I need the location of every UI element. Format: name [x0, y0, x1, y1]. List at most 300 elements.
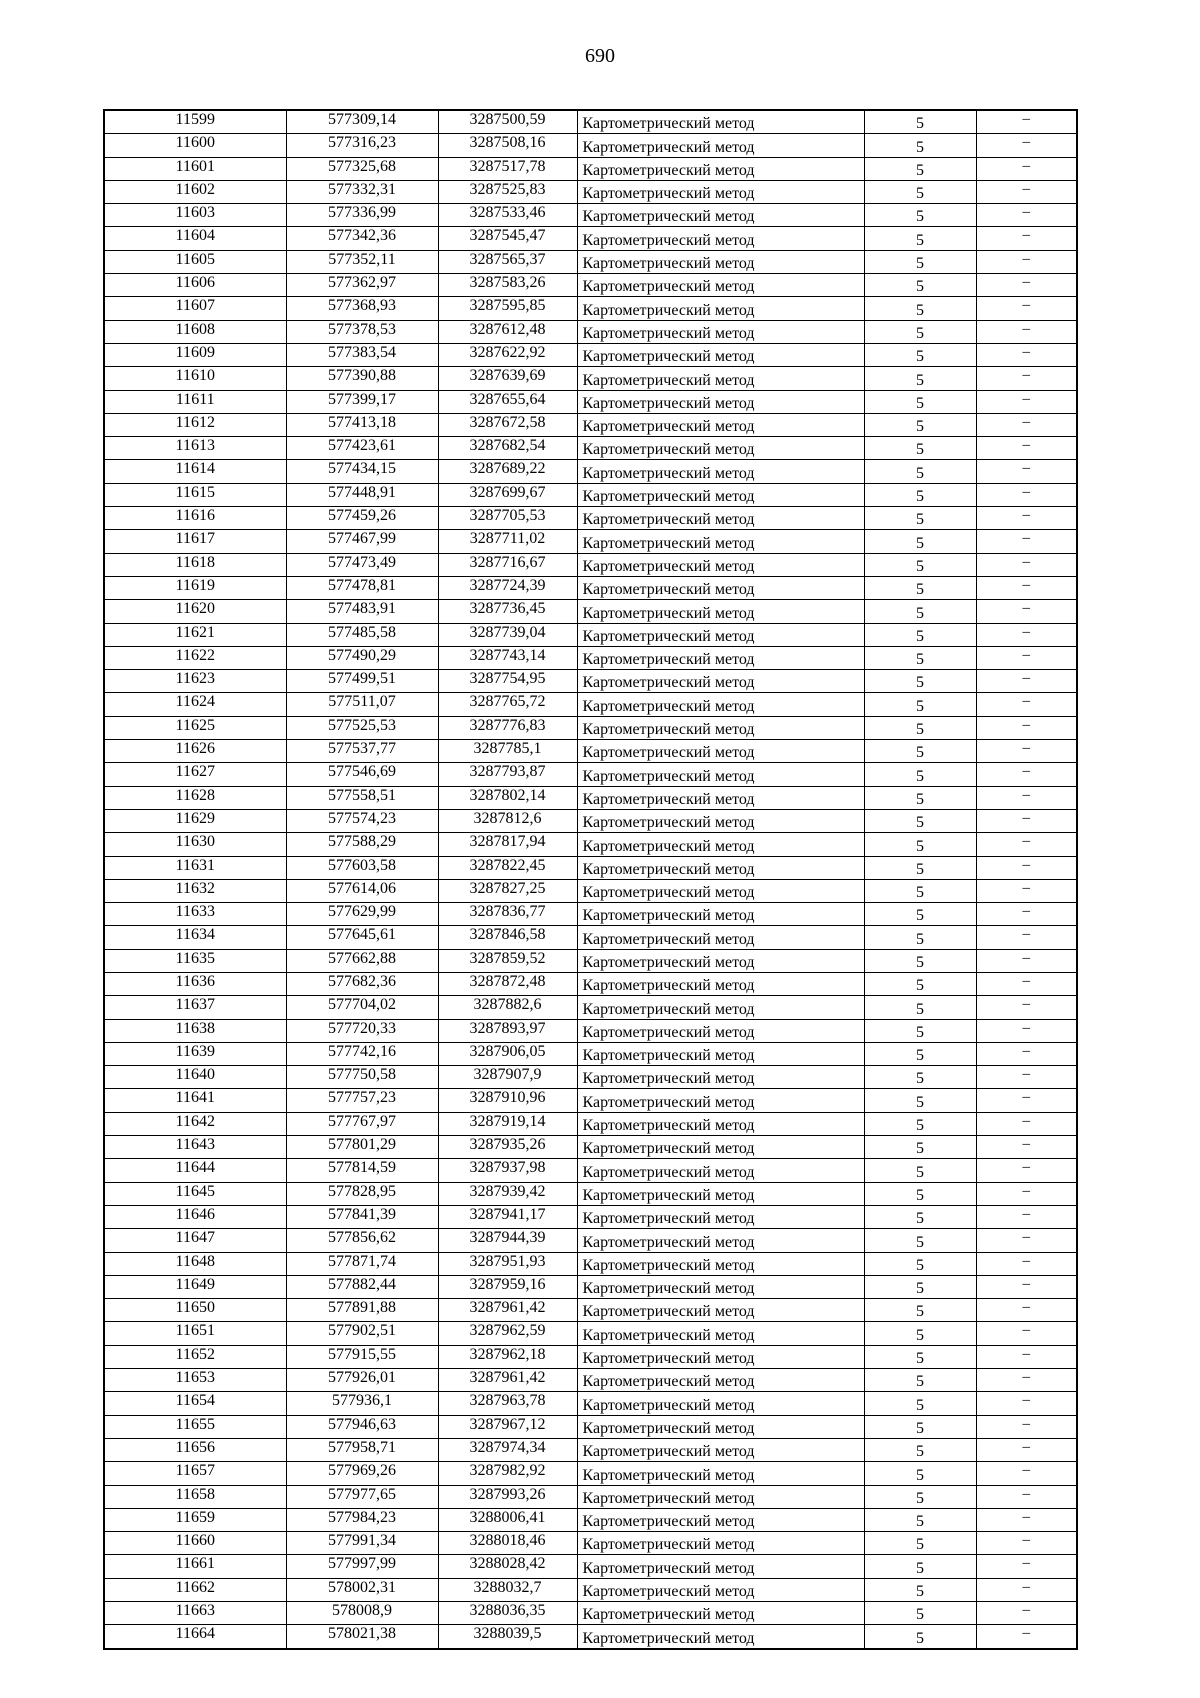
table-row — [104, 413, 1077, 436]
note-cell: – — [976, 1042, 1077, 1065]
accuracy-cell: 5 — [864, 1042, 976, 1065]
y-coordinate-cell: 3287982,92 — [438, 1462, 577, 1485]
x-coordinate-cell: 577801,29 — [286, 1136, 438, 1159]
point-number-cell: 11622 — [104, 646, 286, 669]
y-coordinate-cell: 3287962,18 — [438, 1345, 577, 1368]
method-cell: Картометрический метод — [577, 646, 864, 669]
x-coordinate-cell: 577325,68 — [286, 157, 438, 180]
method-cell: Картометрический метод — [577, 483, 864, 506]
x-coordinate-cell: 577574,23 — [286, 809, 438, 832]
table-row — [104, 1392, 1077, 1415]
point-number-cell: 11635 — [104, 949, 286, 972]
x-coordinate-cell: 578002,31 — [286, 1578, 438, 1601]
y-coordinate-cell: 3287639,69 — [438, 367, 577, 390]
method-cell: Картометрический метод — [577, 856, 864, 879]
x-coordinate-cell: 578008,9 — [286, 1602, 438, 1625]
x-coordinate-cell: 577316,23 — [286, 134, 438, 157]
coordinates-table — [103, 109, 1078, 1650]
table-row — [104, 1066, 1077, 1089]
note-cell: – — [976, 646, 1077, 669]
method-cell: Картометрический метод — [577, 1042, 864, 1065]
note-cell: – — [976, 833, 1077, 856]
point-number-cell: 11652 — [104, 1345, 286, 1368]
y-coordinate-cell: 3287959,16 — [438, 1275, 577, 1298]
table-row — [104, 1275, 1077, 1298]
table-row — [104, 437, 1077, 460]
table-row — [104, 1625, 1077, 1649]
x-coordinate-cell: 577362,97 — [286, 274, 438, 297]
method-cell: Картометрический метод — [577, 1322, 864, 1345]
method-cell: Картометрический метод — [577, 460, 864, 483]
note-cell: – — [976, 740, 1077, 763]
accuracy-cell: 5 — [864, 1578, 976, 1601]
accuracy-cell: 5 — [864, 1392, 976, 1415]
point-number-cell: 11639 — [104, 1042, 286, 1065]
note-cell: – — [976, 460, 1077, 483]
point-number-cell: 11656 — [104, 1438, 286, 1461]
accuracy-cell: 5 — [864, 1508, 976, 1531]
accuracy-cell: 5 — [864, 1066, 976, 1089]
method-cell: Картометрический метод — [577, 157, 864, 180]
method-cell: Картометрический метод — [577, 996, 864, 1019]
note-cell: – — [976, 1252, 1077, 1275]
accuracy-cell: 5 — [864, 320, 976, 343]
point-number-cell: 11651 — [104, 1322, 286, 1345]
note-cell: – — [976, 297, 1077, 320]
accuracy-cell: 5 — [864, 390, 976, 413]
point-number-cell: 11612 — [104, 413, 286, 436]
y-coordinate-cell: 3287944,39 — [438, 1229, 577, 1252]
accuracy-cell: 5 — [864, 553, 976, 576]
note-cell: – — [976, 670, 1077, 693]
y-coordinate-cell: 3287993,26 — [438, 1485, 577, 1508]
note-cell: – — [976, 1485, 1077, 1508]
table-row — [104, 1089, 1077, 1112]
point-number-cell: 11647 — [104, 1229, 286, 1252]
point-number-cell: 11611 — [104, 390, 286, 413]
y-coordinate-cell: 3287743,14 — [438, 646, 577, 669]
note-cell: – — [976, 1299, 1077, 1322]
y-coordinate-cell: 3287836,77 — [438, 903, 577, 926]
table-row — [104, 1555, 1077, 1578]
point-number-cell: 11663 — [104, 1602, 286, 1625]
y-coordinate-cell: 3287846,58 — [438, 926, 577, 949]
table-row — [104, 1369, 1077, 1392]
table-row — [104, 180, 1077, 203]
table-row — [104, 693, 1077, 716]
note-cell: – — [976, 1019, 1077, 1042]
method-cell: Картометрический метод — [577, 623, 864, 646]
table-row — [104, 390, 1077, 413]
x-coordinate-cell: 577309,14 — [286, 110, 438, 134]
point-number-cell: 11658 — [104, 1485, 286, 1508]
accuracy-cell: 5 — [864, 110, 976, 134]
table-row — [104, 926, 1077, 949]
method-cell: Картометрический метод — [577, 1229, 864, 1252]
method-cell: Картометрический метод — [577, 1205, 864, 1228]
method-cell: Картометрический метод — [577, 576, 864, 599]
table-row — [104, 110, 1077, 134]
accuracy-cell: 5 — [864, 1089, 976, 1112]
table-row — [104, 600, 1077, 623]
x-coordinate-cell: 577473,49 — [286, 553, 438, 576]
method-cell: Картометрический метод — [577, 1508, 864, 1531]
note-cell: – — [976, 1462, 1077, 1485]
accuracy-cell: 5 — [864, 483, 976, 506]
note-cell: – — [976, 110, 1077, 134]
point-number-cell: 11644 — [104, 1159, 286, 1182]
note-cell: – — [976, 390, 1077, 413]
method-cell: Картометрический метод — [577, 553, 864, 576]
accuracy-cell: 5 — [864, 437, 976, 460]
x-coordinate-cell: 577742,16 — [286, 1042, 438, 1065]
x-coordinate-cell: 577588,29 — [286, 833, 438, 856]
x-coordinate-cell: 577629,99 — [286, 903, 438, 926]
point-number-cell: 11659 — [104, 1508, 286, 1531]
x-coordinate-cell: 577378,53 — [286, 320, 438, 343]
method-cell: Картометрический метод — [577, 110, 864, 134]
table-row — [104, 623, 1077, 646]
table-row — [104, 297, 1077, 320]
accuracy-cell: 5 — [864, 1369, 976, 1392]
accuracy-cell: 5 — [864, 1345, 976, 1368]
accuracy-cell: 5 — [864, 1555, 976, 1578]
method-cell: Картометрический метод — [577, 1555, 864, 1578]
method-cell: Картометрический метод — [577, 1625, 864, 1649]
table-row — [104, 972, 1077, 995]
method-cell: Картометрический метод — [577, 250, 864, 273]
point-number-cell: 11615 — [104, 483, 286, 506]
point-number-cell: 11636 — [104, 972, 286, 995]
x-coordinate-cell: 577614,06 — [286, 879, 438, 902]
table-row — [104, 1019, 1077, 1042]
y-coordinate-cell: 3288028,42 — [438, 1555, 577, 1578]
table-row — [104, 903, 1077, 926]
table-row — [104, 996, 1077, 1019]
x-coordinate-cell: 577546,69 — [286, 763, 438, 786]
table-row — [104, 250, 1077, 273]
y-coordinate-cell: 3287533,46 — [438, 204, 577, 227]
y-coordinate-cell: 3287699,67 — [438, 483, 577, 506]
point-number-cell: 11624 — [104, 693, 286, 716]
accuracy-cell: 5 — [864, 367, 976, 390]
note-cell: – — [976, 1136, 1077, 1159]
table-row — [104, 507, 1077, 530]
y-coordinate-cell: 3287802,14 — [438, 786, 577, 809]
table-row — [104, 157, 1077, 180]
note-cell: – — [976, 483, 1077, 506]
y-coordinate-cell: 3287754,95 — [438, 670, 577, 693]
table-row — [104, 343, 1077, 366]
point-number-cell: 11632 — [104, 879, 286, 902]
accuracy-cell: 5 — [864, 1462, 976, 1485]
note-cell: – — [976, 716, 1077, 739]
accuracy-cell: 5 — [864, 343, 976, 366]
accuracy-cell: 5 — [864, 693, 976, 716]
y-coordinate-cell: 3287545,47 — [438, 227, 577, 250]
y-coordinate-cell: 3287941,17 — [438, 1205, 577, 1228]
method-cell: Картометрический метод — [577, 693, 864, 716]
note-cell: – — [976, 343, 1077, 366]
table-row — [104, 1205, 1077, 1228]
method-cell: Картометрический метод — [577, 320, 864, 343]
point-number-cell: 11654 — [104, 1392, 286, 1415]
x-coordinate-cell: 577814,59 — [286, 1159, 438, 1182]
accuracy-cell: 5 — [864, 460, 976, 483]
point-number-cell: 11629 — [104, 809, 286, 832]
table-row — [104, 1299, 1077, 1322]
table-row — [104, 530, 1077, 553]
method-cell: Картометрический метод — [577, 413, 864, 436]
y-coordinate-cell: 3287655,64 — [438, 390, 577, 413]
method-cell: Картометрический метод — [577, 1182, 864, 1205]
y-coordinate-cell: 3287705,53 — [438, 507, 577, 530]
x-coordinate-cell: 577926,01 — [286, 1369, 438, 1392]
table-row — [104, 763, 1077, 786]
x-coordinate-cell: 577662,88 — [286, 949, 438, 972]
accuracy-cell: 5 — [864, 786, 976, 809]
method-cell: Картометрический метод — [577, 1602, 864, 1625]
y-coordinate-cell: 3287963,78 — [438, 1392, 577, 1415]
point-number-cell: 11614 — [104, 460, 286, 483]
note-cell: – — [976, 320, 1077, 343]
point-number-cell: 11642 — [104, 1112, 286, 1135]
point-number-cell: 11617 — [104, 530, 286, 553]
x-coordinate-cell: 577383,54 — [286, 343, 438, 366]
point-number-cell: 11630 — [104, 833, 286, 856]
x-coordinate-cell: 577891,88 — [286, 1299, 438, 1322]
accuracy-cell: 5 — [864, 1252, 976, 1275]
y-coordinate-cell: 3287822,45 — [438, 856, 577, 879]
accuracy-cell: 5 — [864, 1438, 976, 1461]
point-number-cell: 11662 — [104, 1578, 286, 1601]
x-coordinate-cell: 577448,91 — [286, 483, 438, 506]
method-cell: Картометрический метод — [577, 809, 864, 832]
point-number-cell: 11664 — [104, 1625, 286, 1649]
note-cell: – — [976, 180, 1077, 203]
point-number-cell: 11638 — [104, 1019, 286, 1042]
accuracy-cell: 5 — [864, 949, 976, 972]
accuracy-cell: 5 — [864, 1112, 976, 1135]
x-coordinate-cell: 577413,18 — [286, 413, 438, 436]
note-cell: – — [976, 1275, 1077, 1298]
y-coordinate-cell: 3287565,37 — [438, 250, 577, 273]
table-row — [104, 786, 1077, 809]
point-number-cell: 11640 — [104, 1066, 286, 1089]
point-number-cell: 11653 — [104, 1369, 286, 1392]
note-cell: – — [976, 157, 1077, 180]
y-coordinate-cell: 3288032,7 — [438, 1578, 577, 1601]
note-cell: – — [976, 903, 1077, 926]
accuracy-cell: 5 — [864, 972, 976, 995]
note-cell: – — [976, 576, 1077, 599]
point-number-cell: 11637 — [104, 996, 286, 1019]
accuracy-cell: 5 — [864, 576, 976, 599]
table-row — [104, 1602, 1077, 1625]
note-cell: – — [976, 1555, 1077, 1578]
point-number-cell: 11602 — [104, 180, 286, 203]
note-cell: – — [976, 856, 1077, 879]
y-coordinate-cell: 3288036,35 — [438, 1602, 577, 1625]
y-coordinate-cell: 3287724,39 — [438, 576, 577, 599]
x-coordinate-cell: 577946,63 — [286, 1415, 438, 1438]
point-number-cell: 11661 — [104, 1555, 286, 1578]
method-cell: Картометрический метод — [577, 134, 864, 157]
point-number-cell: 11608 — [104, 320, 286, 343]
note-cell: – — [976, 949, 1077, 972]
method-cell: Картометрический метод — [577, 180, 864, 203]
y-coordinate-cell: 3287793,87 — [438, 763, 577, 786]
point-number-cell: 11649 — [104, 1275, 286, 1298]
x-coordinate-cell: 577490,29 — [286, 646, 438, 669]
point-number-cell: 11643 — [104, 1136, 286, 1159]
note-cell: – — [976, 879, 1077, 902]
accuracy-cell: 5 — [864, 134, 976, 157]
y-coordinate-cell: 3287827,25 — [438, 879, 577, 902]
note-cell: – — [976, 996, 1077, 1019]
note-cell: – — [976, 530, 1077, 553]
note-cell: – — [976, 786, 1077, 809]
note-cell: – — [976, 1532, 1077, 1555]
y-coordinate-cell: 3287962,59 — [438, 1322, 577, 1345]
point-number-cell: 11601 — [104, 157, 286, 180]
y-coordinate-cell: 3287882,6 — [438, 996, 577, 1019]
y-coordinate-cell: 3287785,1 — [438, 740, 577, 763]
method-cell: Картометрический метод — [577, 227, 864, 250]
table-row — [104, 1112, 1077, 1135]
x-coordinate-cell: 577478,81 — [286, 576, 438, 599]
note-cell: – — [976, 972, 1077, 995]
table-row — [104, 740, 1077, 763]
note-cell: – — [976, 1602, 1077, 1625]
method-cell: Картометрический метод — [577, 204, 864, 227]
table-row — [104, 1438, 1077, 1461]
accuracy-cell: 5 — [864, 856, 976, 879]
note-cell: – — [976, 1369, 1077, 1392]
x-coordinate-cell: 577977,65 — [286, 1485, 438, 1508]
x-coordinate-cell: 577757,23 — [286, 1089, 438, 1112]
accuracy-cell: 5 — [864, 763, 976, 786]
method-cell: Картометрический метод — [577, 367, 864, 390]
accuracy-cell: 5 — [864, 1159, 976, 1182]
method-cell: Картометрический метод — [577, 1299, 864, 1322]
note-cell: – — [976, 1159, 1077, 1182]
note-cell: – — [976, 1415, 1077, 1438]
accuracy-cell: 5 — [864, 903, 976, 926]
x-coordinate-cell: 577958,71 — [286, 1438, 438, 1461]
y-coordinate-cell: 3287612,48 — [438, 320, 577, 343]
accuracy-cell: 5 — [864, 1275, 976, 1298]
table-row — [104, 227, 1077, 250]
point-number-cell: 11605 — [104, 250, 286, 273]
accuracy-cell: 5 — [864, 600, 976, 623]
method-cell: Картометрический метод — [577, 949, 864, 972]
table-row — [104, 949, 1077, 972]
table-row — [104, 134, 1077, 157]
note-cell: – — [976, 227, 1077, 250]
accuracy-cell: 5 — [864, 297, 976, 320]
point-number-cell: 11650 — [104, 1299, 286, 1322]
method-cell: Картометрический метод — [577, 1438, 864, 1461]
y-coordinate-cell: 3287919,14 — [438, 1112, 577, 1135]
note-cell: – — [976, 553, 1077, 576]
accuracy-cell: 5 — [864, 274, 976, 297]
point-number-cell: 11607 — [104, 297, 286, 320]
y-coordinate-cell: 3287872,48 — [438, 972, 577, 995]
method-cell: Картометрический метод — [577, 879, 864, 902]
table-row — [104, 1485, 1077, 1508]
x-coordinate-cell: 577368,93 — [286, 297, 438, 320]
table-row — [104, 716, 1077, 739]
method-cell: Картометрический метод — [577, 1392, 864, 1415]
point-number-cell: 11660 — [104, 1532, 286, 1555]
x-coordinate-cell: 577704,02 — [286, 996, 438, 1019]
table-row — [104, 1578, 1077, 1601]
table-row — [104, 274, 1077, 297]
x-coordinate-cell: 577558,51 — [286, 786, 438, 809]
accuracy-cell: 5 — [864, 1322, 976, 1345]
note-cell: – — [976, 413, 1077, 436]
point-number-cell: 11606 — [104, 274, 286, 297]
y-coordinate-cell: 3287689,22 — [438, 460, 577, 483]
note-cell: – — [976, 507, 1077, 530]
method-cell: Картометрический метод — [577, 740, 864, 763]
note-cell: – — [976, 1578, 1077, 1601]
note-cell: – — [976, 250, 1077, 273]
method-cell: Картометрический метод — [577, 1252, 864, 1275]
method-cell: Картометрический метод — [577, 972, 864, 995]
table-row — [104, 367, 1077, 390]
accuracy-cell: 5 — [864, 646, 976, 669]
page-number: 690 — [585, 45, 615, 67]
method-cell: Картометрический метод — [577, 274, 864, 297]
accuracy-cell: 5 — [864, 157, 976, 180]
note-cell: – — [976, 1205, 1077, 1228]
x-coordinate-cell: 577342,36 — [286, 227, 438, 250]
coordinates-table-body — [104, 110, 1077, 1649]
note-cell: – — [976, 763, 1077, 786]
table-row — [104, 460, 1077, 483]
note-cell: – — [976, 437, 1077, 460]
method-cell: Картометрический метод — [577, 1345, 864, 1368]
y-coordinate-cell: 3287765,72 — [438, 693, 577, 716]
y-coordinate-cell: 3287500,59 — [438, 110, 577, 134]
point-number-cell: 11625 — [104, 716, 286, 739]
accuracy-cell: 5 — [864, 879, 976, 902]
x-coordinate-cell: 577997,99 — [286, 1555, 438, 1578]
x-coordinate-cell: 577434,15 — [286, 460, 438, 483]
y-coordinate-cell: 3287967,12 — [438, 1415, 577, 1438]
method-cell: Картометрический метод — [577, 903, 864, 926]
y-coordinate-cell: 3287951,93 — [438, 1252, 577, 1275]
table-row — [104, 833, 1077, 856]
y-coordinate-cell: 3287906,05 — [438, 1042, 577, 1065]
method-cell: Картометрический метод — [577, 1112, 864, 1135]
y-coordinate-cell: 3287961,42 — [438, 1369, 577, 1392]
table-row — [104, 204, 1077, 227]
point-number-cell: 11616 — [104, 507, 286, 530]
table-row — [104, 1252, 1077, 1275]
x-coordinate-cell: 577537,77 — [286, 740, 438, 763]
method-cell: Картометрический метод — [577, 343, 864, 366]
x-coordinate-cell: 577750,58 — [286, 1066, 438, 1089]
method-cell: Картометрический метод — [577, 1415, 864, 1438]
y-coordinate-cell: 3287525,83 — [438, 180, 577, 203]
method-cell: Картометрический метод — [577, 763, 864, 786]
y-coordinate-cell: 3287583,26 — [438, 274, 577, 297]
note-cell: – — [976, 367, 1077, 390]
note-cell: – — [976, 1066, 1077, 1089]
